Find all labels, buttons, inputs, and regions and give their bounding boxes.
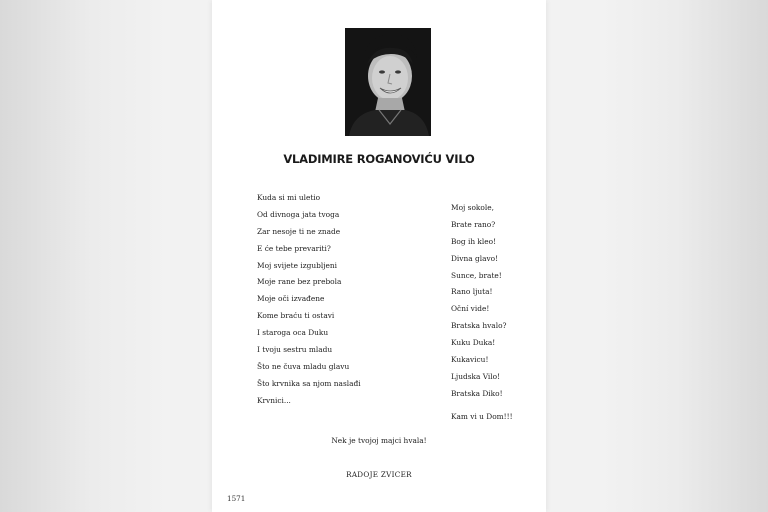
poem-line: Brate rano? xyxy=(451,219,496,229)
poem-line: E će tebe prevariti? xyxy=(257,243,331,253)
portrait-photo xyxy=(345,28,431,136)
poem-line: I tvoju sestru mladu xyxy=(257,345,333,355)
poem-line: Moje oči izvađene xyxy=(257,294,325,304)
poem-line: Bratska Diko! xyxy=(451,388,503,398)
poem-line: Ljudska Vilo! xyxy=(451,371,501,381)
poem-line: Kukavicu! xyxy=(451,355,489,365)
poem-line: Moj svijete izgubljeni xyxy=(257,260,337,270)
closing-line: Nek je tvojoj majci hvala! xyxy=(331,436,427,445)
author-name: RADOJE ZVICER xyxy=(346,470,412,479)
poem-line: I staroga oca Duku xyxy=(257,328,329,338)
poem-line: Oční vide! xyxy=(451,304,490,314)
poem-line: Zar nesoje ti ne znade xyxy=(257,226,341,236)
poem-line: Kam vi u Dom!!! xyxy=(451,411,513,421)
poem-line: Kome braću ti ostavi xyxy=(257,311,335,321)
memorial-page xyxy=(212,0,546,512)
poem-line: Moje rane bez prebola xyxy=(257,277,342,287)
poem-line: Divna glavo! xyxy=(451,253,499,263)
poem-line: Sunce, brate! xyxy=(451,270,502,280)
poem-left-column xyxy=(257,190,417,410)
poem-line: Kuda si mi uletio xyxy=(257,193,321,202)
poem-line: Od divnoga jata tvoga xyxy=(257,209,340,219)
poem-line: Što krvnika sa njom naslađi xyxy=(257,378,361,388)
poem-line: Krvnici... xyxy=(257,395,291,405)
poem-line: Kuku Duka! xyxy=(451,338,496,348)
poem-line: Što ne čuva mladu glavu xyxy=(257,361,350,371)
page-number: 1571 xyxy=(227,494,246,503)
poem-line: Rano ljuta! xyxy=(451,287,493,297)
page-title: VLADIMIRE ROGANOVIĆU VILO xyxy=(283,152,475,166)
poem-line: Moj sokole, xyxy=(451,203,494,212)
poem-line: Bratska hvalo? xyxy=(451,321,507,331)
poem-line: Bog ih kleo! xyxy=(451,236,497,246)
poem-right-column xyxy=(451,200,541,426)
